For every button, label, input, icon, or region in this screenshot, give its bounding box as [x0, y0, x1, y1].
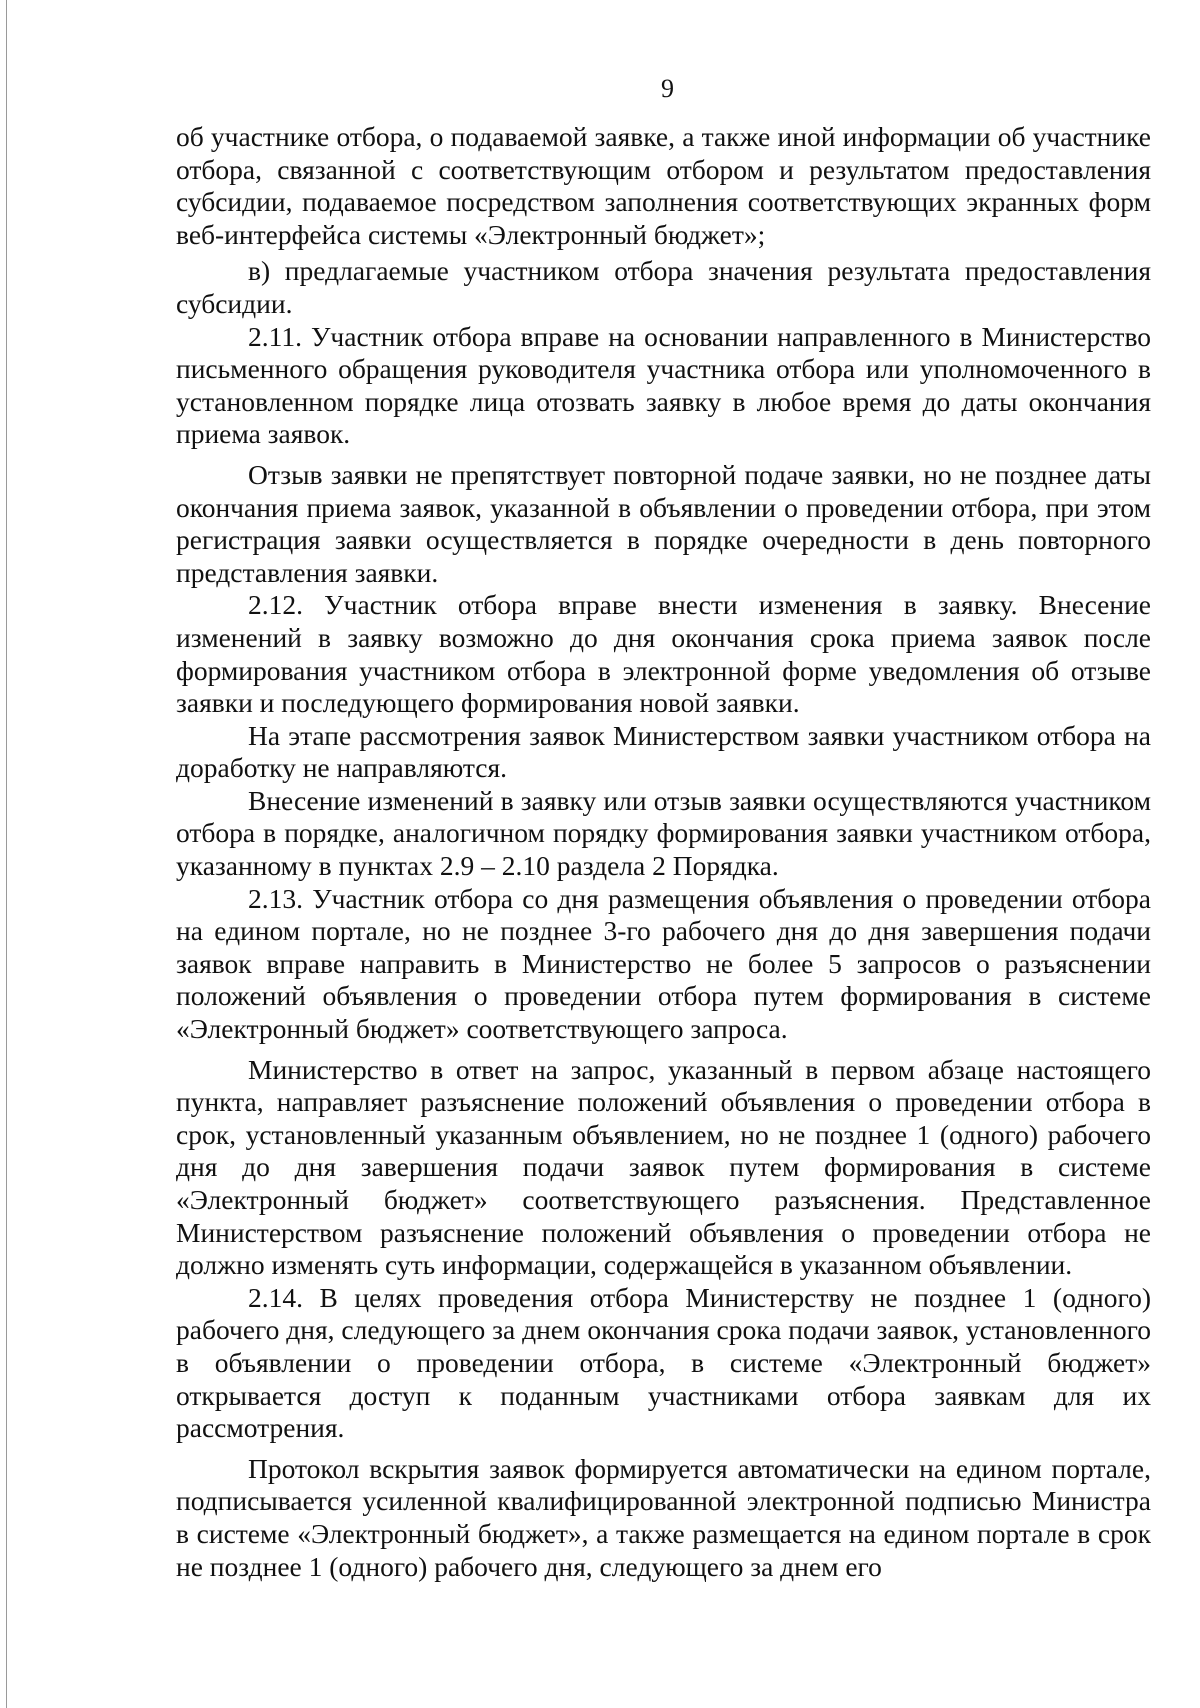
document-body [176, 121, 1151, 1583]
scan-edge [6, 0, 7, 1708]
page-number: 9 [661, 74, 674, 103]
paragraph-2-13: 2.13. Участник отбора со дня размещения объявления о проведении отбора на едином портале, но не позднее 3-го рабочего дня до дня завершения подачи заявок вправе направить в Министерство не более 5 запросов о разъяснении положений объявления о проведении отбора путем формирования в системе «Электронный бюджет» соответствующего запроса. [176, 882, 1151, 1045]
paragraph-participant-info: об участнике отбора, о подаваемой заявке, а также иной информации об участнике отбора, связанной с соответствующим отбором и результатом предоставления субсидии, подаваемое посредством заполнения соответствующих экранных форм веб-интерфейса системы «Электронный бюджет»; [176, 121, 1151, 250]
paragraph-withdrawal: Отзыв заявки не препятствует повторной подаче заявки, но не позднее даты окончания приема заявок, указанной в объявлении о проведении отбора, при этом регистрация заявки осуществляется в порядке очередности в день повторного представления заявки. [176, 458, 1151, 588]
paragraph-protocol: Протокол вскрытия заявок формируется автоматически на едином портале, подписывается усиленной квалифицированной электронной подписью Министра в системе «Электронный бюджет», а также размещается на едином портале в срок не позднее 1 (одного) рабочего дня, следующего за днем его [176, 1452, 1151, 1582]
paragraph-2-14: 2.14. В целях проведения отбора Министерству не позднее 1 (одного) рабочего дня, следующего за днем окончания срока подачи заявок, установленного в объявлении о проведении отбора, в системе «Электронный бюджет» открывается доступ к поданным участниками отбора заявкам для их рассмотрения. [176, 1281, 1151, 1444]
paragraph-review-stage: На этапе рассмотрения заявок Министерством заявки участником отбора на доработку не направляются. [176, 719, 1151, 784]
paragraph-ministry-response: Министерство в ответ на запрос, указанный в первом абзаце настоящего пункта, направляет разъяснение положений объявления о проведении отбора в срок, установленный указанным объявлением, но не позднее 1 (одного) рабочего дня до дня завершения подачи заявок путем формирования в системе «Электронный бюджет» соответствующего разъяснения. Представленное Министерством разъяснение положений объявления о проведении отбора не должно изменять суть информации, содержащейся в указанном объявлении. [176, 1053, 1151, 1281]
paragraph-changes: Внесение изменений в заявку или отзыв заявки осуществляются участником отбора в порядке, аналогичном порядку формирования заявки участником отбора, указанному в пунктах 2.9 – 2.10 раздела 2 Порядка. [176, 784, 1151, 882]
paragraph-2-11: 2.11. Участник отбора вправе на основании направленного в Министерство письменного обращения руководителя участника отбора или уполномоченного в установленном порядке лица отозвать заявку в любое время до даты окончания приема заявок. [176, 320, 1151, 450]
paragraph-2-12: 2.12. Участник отбора вправе внести изменения в заявку. Внесение изменений в заявку возможно до дня окончания срока приема заявок после формирования участником отбора в электронной форме уведомления об отзыве заявки и последующего формирования новой заявки. [176, 589, 1151, 719]
paragraph-item-v: в) предлагаемые участником отбора значения результата предоставления субсидии. [176, 255, 1151, 319]
